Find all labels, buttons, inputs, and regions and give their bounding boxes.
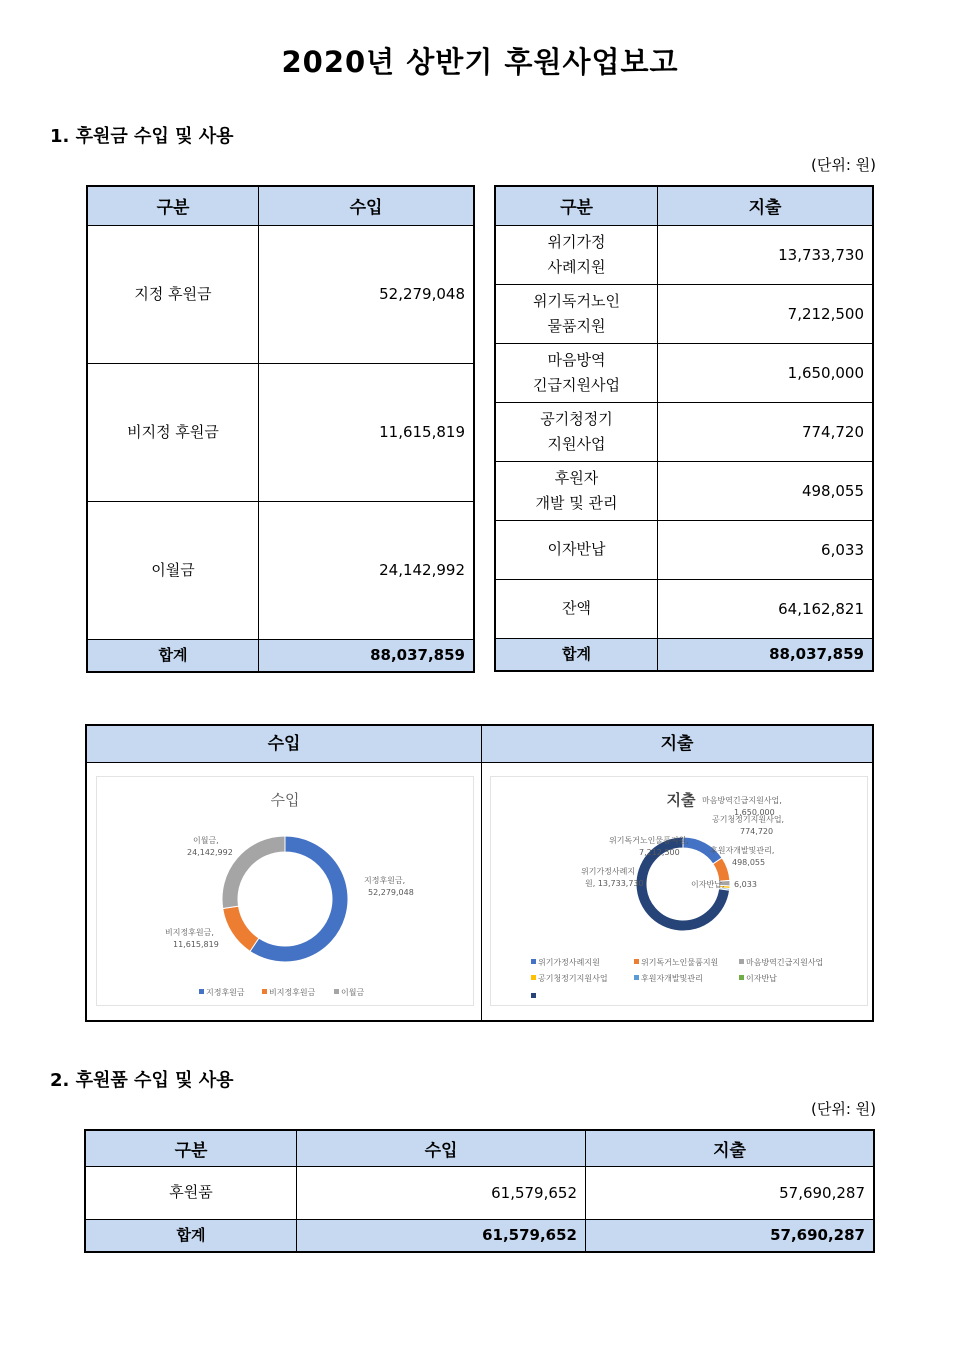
goods-header-category: 구분 xyxy=(85,1130,297,1166)
expense-row-label: 위기독거노인 물품지원 xyxy=(495,284,658,343)
table-row xyxy=(495,402,873,461)
legend-entry: 공기청정기지원사업 xyxy=(538,974,608,983)
goods-header-expense: 지출 xyxy=(586,1130,875,1166)
legend-swatch xyxy=(199,989,204,994)
income-table xyxy=(86,185,475,673)
section-1-unit: (단위: 원) xyxy=(811,156,876,174)
section-1-heading: 1. 후원금 수입 및 사용 xyxy=(50,126,234,147)
legend-entry: 마음방역긴급지원사업 xyxy=(746,958,824,967)
charts-expense-header: 지출 xyxy=(482,726,872,763)
expense-total-row xyxy=(495,638,873,671)
data-label: 이월금, xyxy=(193,836,219,845)
data-label: 24,142,992 xyxy=(187,848,233,857)
legend-entry: 후원자개발및관리 xyxy=(641,974,703,983)
goods-total-row xyxy=(85,1219,874,1252)
expense-row-value: 13,733,730 xyxy=(658,225,874,284)
data-label: 위기가정사례지 xyxy=(581,867,636,876)
income-row-value: 52,279,048 xyxy=(259,225,475,363)
section-2-heading: 2. 후원품 수입 및 사용 xyxy=(50,1070,234,1091)
expense-row-value: 774,720 xyxy=(658,402,874,461)
income-row-value: 24,142,992 xyxy=(259,501,475,639)
expense-header-category: 구분 xyxy=(495,186,658,225)
goods-total-expense: 57,690,287 xyxy=(586,1219,875,1252)
data-label: 1,650,000 xyxy=(734,808,775,817)
table-row xyxy=(495,343,873,402)
legend-swatch xyxy=(739,959,744,964)
income-row-label: 이월금 xyxy=(87,501,259,639)
table-row xyxy=(495,579,873,638)
expense-row-value: 498,055 xyxy=(658,461,874,520)
income-header-amount: 수입 xyxy=(259,186,475,225)
page-title: 2020년 상반기 후원사업보고 xyxy=(281,45,679,79)
income-total-value: 88,037,859 xyxy=(259,639,475,672)
income-row-label: 지정 후원금 xyxy=(87,225,259,363)
expense-donut-chart xyxy=(491,777,867,1005)
donut-slice xyxy=(223,906,259,951)
data-label: 공기청정기지원사업, xyxy=(712,815,785,824)
goods-row-label: 후원품 xyxy=(85,1166,297,1219)
expense-row-label: 마음방역 긴급지원사업 xyxy=(495,343,658,402)
table-row xyxy=(495,461,873,520)
expense-chart-frame xyxy=(490,776,868,1006)
expense-row-label: 위기가정 사례지원 xyxy=(495,225,658,284)
legend-swatch xyxy=(262,989,267,994)
goods-header-income: 수입 xyxy=(297,1130,586,1166)
expense-row-label: 후원자 개발 및 관리 xyxy=(495,461,658,520)
data-label: 지정후원금, xyxy=(364,876,406,885)
data-label: 위기독거노인물품지원, xyxy=(609,836,689,845)
goods-total-label: 합계 xyxy=(85,1219,297,1252)
goods-row-income: 61,579,652 xyxy=(297,1166,586,1219)
legend-swatch xyxy=(634,975,639,980)
data-label: 후원자개발및관리, xyxy=(710,846,775,855)
expense-row-value: 64,162,821 xyxy=(658,579,874,638)
table-row xyxy=(495,225,873,284)
legend-swatch xyxy=(334,989,339,994)
data-label: 6,033 xyxy=(734,880,757,889)
income-chart-frame xyxy=(96,776,474,1006)
legend-entry: 위기가정사례지원 xyxy=(538,958,600,967)
table-row xyxy=(85,1166,874,1219)
expense-row-label: 공기청정기 지원사업 xyxy=(495,402,658,461)
table-row xyxy=(87,363,474,501)
legend-swatch xyxy=(531,993,536,998)
expense-row-label: 잔액 xyxy=(495,579,658,638)
expense-header-amount: 지출 xyxy=(658,186,874,225)
legend-entry: 이자반납 xyxy=(746,974,777,983)
chart-title: 수입 xyxy=(270,791,300,809)
legend-swatch xyxy=(531,975,536,980)
income-total-row xyxy=(87,639,474,672)
legend-swatch xyxy=(531,959,536,964)
table-row xyxy=(87,501,474,639)
legend-swatch xyxy=(739,975,744,980)
goods-table xyxy=(84,1129,875,1253)
data-label: 774,720 xyxy=(740,827,774,836)
table-row xyxy=(495,284,873,343)
charts-income-header: 수입 xyxy=(87,726,481,763)
expense-row-value: 7,212,500 xyxy=(658,284,874,343)
expense-total-value: 88,037,859 xyxy=(658,638,874,671)
legend-entry: 지정후원금 xyxy=(206,988,245,997)
income-header-category: 구분 xyxy=(87,186,259,225)
expense-row-label: 이자반납 xyxy=(495,520,658,579)
data-label: 7,212,500 xyxy=(639,848,680,857)
charts-panel xyxy=(85,724,874,1022)
charts-divider xyxy=(481,726,482,1020)
data-label: 52,279,048 xyxy=(368,888,414,897)
legend-swatch xyxy=(634,959,639,964)
chart-title: 지출 xyxy=(666,791,696,809)
section-2-unit: (단위: 원) xyxy=(811,1100,876,1118)
data-label: 원, 13,733,730 xyxy=(585,879,644,888)
expense-row-value: 6,033 xyxy=(658,520,874,579)
income-donut-chart xyxy=(97,777,473,1005)
data-label: 비지정후원금, xyxy=(165,928,214,937)
table-row xyxy=(87,225,474,363)
data-label: 498,055 xyxy=(732,858,766,867)
data-label: 이자반납, xyxy=(691,880,725,889)
legend-entry: 위기독거노인물품지원 xyxy=(641,958,719,967)
table-row xyxy=(495,520,873,579)
goods-row-expense: 57,690,287 xyxy=(586,1166,875,1219)
expense-total-label: 합계 xyxy=(495,638,658,671)
data-label: 마음방역긴급지원사업, xyxy=(702,796,782,805)
income-row-label: 비지정 후원금 xyxy=(87,363,259,501)
goods-total-income: 61,579,652 xyxy=(297,1219,586,1252)
donut-slice xyxy=(222,836,285,909)
expense-row-value: 1,650,000 xyxy=(658,343,874,402)
income-total-label: 합계 xyxy=(87,639,259,672)
income-row-value: 11,615,819 xyxy=(259,363,475,501)
legend-entry: 이월금 xyxy=(341,988,365,997)
legend-entry: 비지정후원금 xyxy=(269,988,316,997)
data-label: 11,615,819 xyxy=(173,940,219,949)
expense-table xyxy=(494,185,874,672)
